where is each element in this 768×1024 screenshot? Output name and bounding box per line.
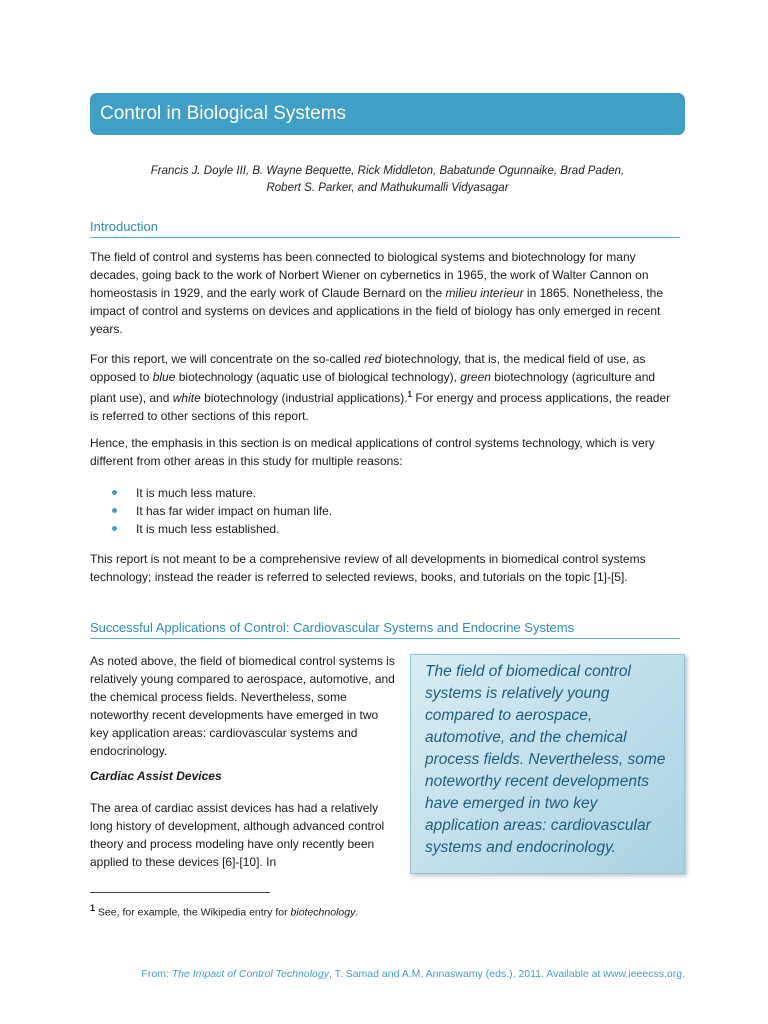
p1-text-a: The field of control and systems has been connected to biological systems and biotechnology for many decades, going back to the work of Norbert Wiener on cybernetics in 1965, the work of Walter Cannon on homeostasis in 1929, and the early work of Claude Bernard on the xyxy=(90,250,649,300)
pull-quote-box xyxy=(410,654,685,874)
footnote-text-a: See, for example, the Wikipedia entry for xyxy=(95,906,291,919)
author-line-2: Robert S. Parker, and Mathukumalli Vidyasagar xyxy=(266,182,509,194)
intro-paragraph-3: Hence, the emphasis in this section is on medical applications of control systems technology, which is very different from other areas in this study for multiple reasons: xyxy=(90,436,655,468)
p2-green: green xyxy=(460,370,491,384)
p1-text-b: in 1865. Nonetheless, the impact of control and systems on devices and applications in the field of biology has only emerged in recent years. xyxy=(90,286,664,336)
p2-text-b: biotechnology, that is, the medical field of use, as opposed to xyxy=(90,352,646,384)
list-item: It is much less mature. xyxy=(110,484,332,502)
p2-text-c: biotechnology (aquatic use of biological technology), xyxy=(175,370,461,384)
reasons-list xyxy=(110,484,332,538)
source-footer xyxy=(90,968,685,980)
footnote-text-b: . xyxy=(355,906,359,919)
list-item: It is much less established. xyxy=(110,520,332,538)
p2-text-a: For this report, we will concentrate on the so-called xyxy=(90,352,365,366)
intro-paragraph-1 xyxy=(90,248,680,338)
author-list xyxy=(90,163,685,197)
p2-text-f: For energy and process applications, the reader is referred to other sections of this report. xyxy=(90,391,671,423)
p2-white: white xyxy=(172,391,201,405)
footnote-number: 1 xyxy=(90,903,96,913)
p1-emphasis: milieu interieur xyxy=(445,286,524,300)
footnote-emphasis: biotechnology xyxy=(290,906,356,919)
introduction-heading: Introduction xyxy=(90,219,680,238)
p2-red: red xyxy=(364,352,382,366)
pull-quote-text: The field of biomedical control systems is relatively young compared to aerospace, automotive, and the chemical process fields. Nevertheless, some noteworthy recent developments have emerged in two key application areas: cardiovascular systems and endocrinology. xyxy=(425,663,666,856)
footnote xyxy=(90,903,358,919)
p2-blue: blue xyxy=(152,370,176,384)
author-line-1: Francis J. Doyle III, B. Wayne Bequette, Rick Middleton, Babatunde Ogunnaike, Brad Paden, xyxy=(150,165,625,177)
cardiac-assist-subheading: Cardiac Assist Devices xyxy=(90,769,222,783)
intro-paragraph-2 xyxy=(90,350,680,425)
p2-text-d: biotechnology (agriculture and plant use), and xyxy=(90,370,656,405)
p2-text-e: biotechnology (industrial applications). xyxy=(200,391,408,405)
page-title: Control in Biological Systems xyxy=(90,93,685,135)
footer-rest: , T. Samad and A.M. Annaswamy (eds.), 2011. Available at www.ieeecss.org. xyxy=(328,968,685,980)
footer-from: From: xyxy=(141,968,172,980)
list-item: It has far wider impact on human life. xyxy=(110,502,332,520)
footnote-ref[interactable]: 1 xyxy=(407,390,412,399)
applications-paragraph-1: As noted above, the field of biomedical control systems is relatively young compared to aerospace, automotive, and the chemical process fields. Nevertheless, some noteworthy recent developments have emerged in two key application areas: cardiovascular systems and endocrinology. xyxy=(90,654,395,758)
intro-paragraph-4: This report is not meant to be a comprehensive review of all developments in biomedical control systems technology; instead the reader is referred to selected reviews, books, and tutorials on the topic [1]-[5]. xyxy=(90,552,646,584)
footnote-divider xyxy=(90,892,270,893)
footer-book-title: The Impact of Control Technology xyxy=(171,968,329,980)
applications-heading: Successful Applications of Control: Cardiovascular Systems and Endocrine Systems xyxy=(90,620,680,639)
applications-paragraph-2: The area of cardiac assist devices has had a relatively long history of development, although advanced control theory and process modeling have only recently been applied to these devices [6]-[10]. In xyxy=(90,801,385,869)
